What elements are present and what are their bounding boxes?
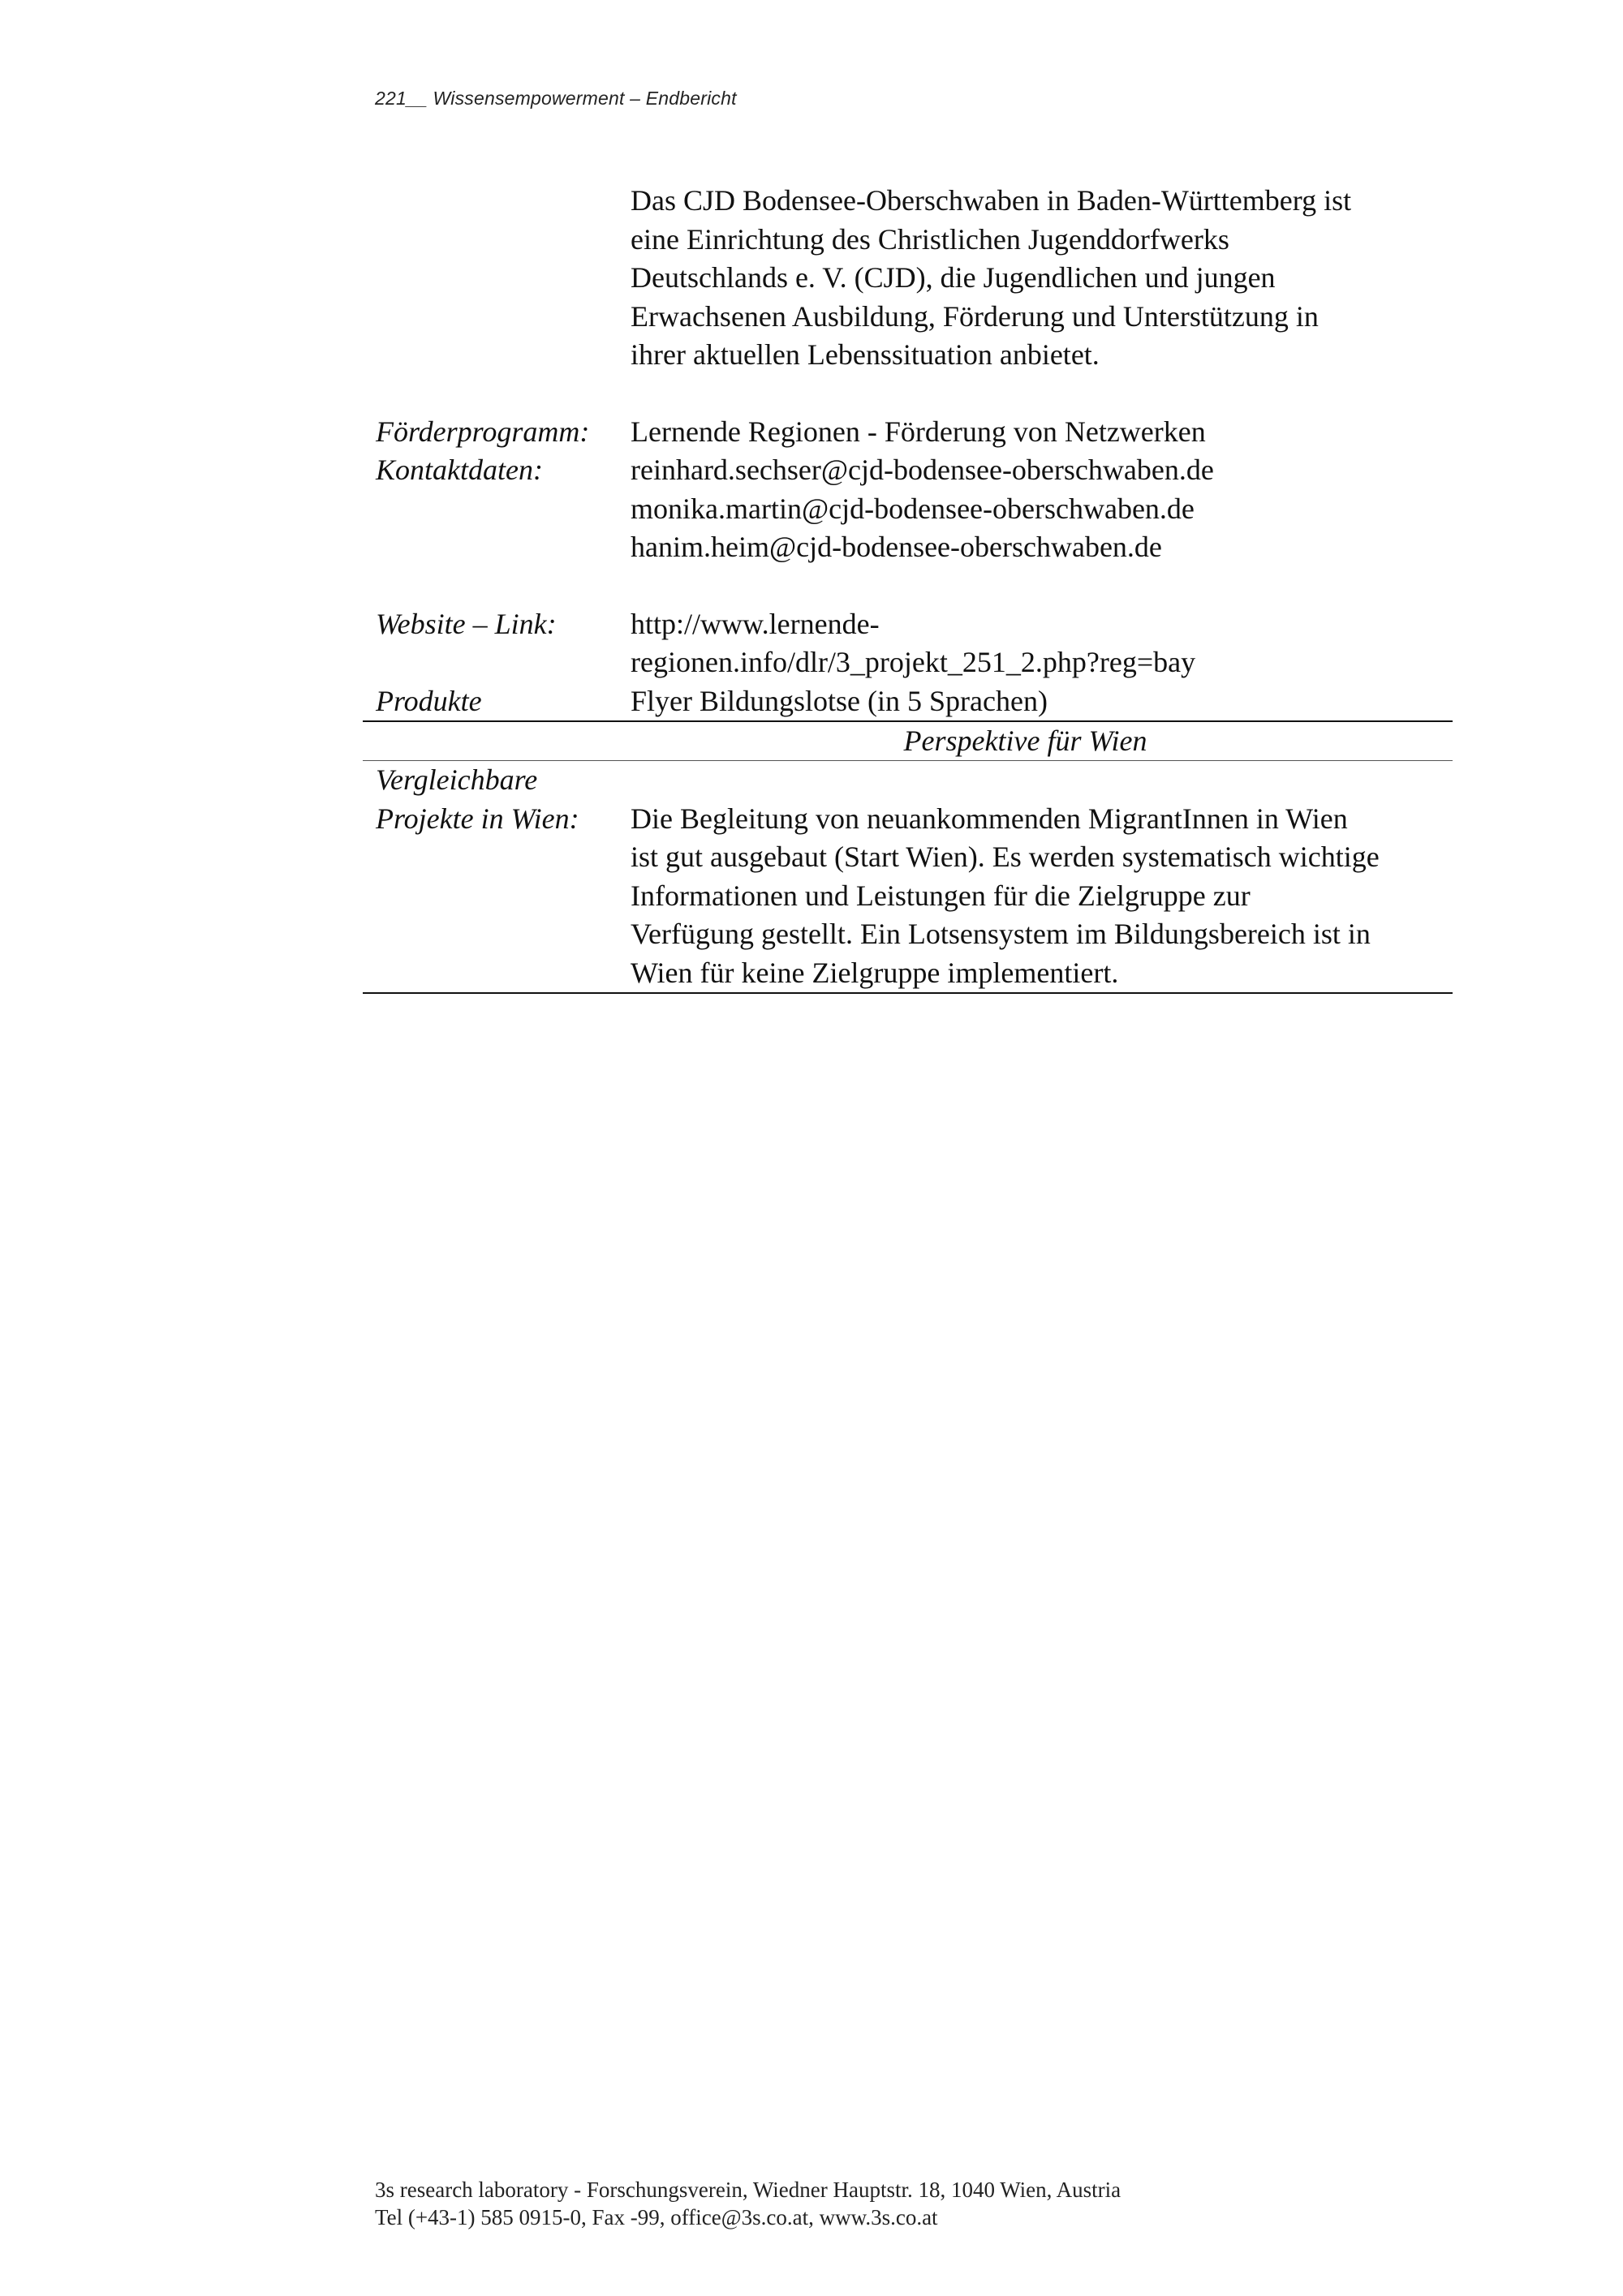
foerderprogramm-text: Lernende Regionen - Förderung von Netzwerken bbox=[631, 415, 1206, 448]
spacer bbox=[363, 375, 1453, 413]
intro-description bbox=[631, 182, 1453, 375]
produkte-text: Flyer Bildungslotse (in 5 Sprachen) bbox=[631, 684, 1048, 717]
vergleich-text bbox=[631, 761, 1453, 992]
website-link-line[interactable]: regionen.info/dlr/3_projekt_251_2.php?reg=bay bbox=[631, 646, 1196, 678]
foerderprogramm-label: Förderprogramm: bbox=[376, 415, 590, 448]
kontakt-row bbox=[363, 451, 1453, 567]
spacer bbox=[363, 567, 1453, 605]
kontakt-emails bbox=[631, 451, 1453, 567]
intro-line: eine Einrichtung des Christlichen Jugenddorfwerks bbox=[631, 222, 1229, 256]
website-link-line[interactable]: http://www.lernende- bbox=[631, 607, 880, 640]
vergleich-line: ist gut ausgebaut (Start Wien). Es werden systematisch wichtige bbox=[631, 841, 1380, 873]
intro-line: Das CJD Bodensee-Oberschwaben in Baden-Württemberg ist bbox=[631, 184, 1352, 217]
email-link[interactable]: reinhard.sechser@cjd-bodensee-oberschwaben.de bbox=[631, 454, 1214, 486]
website-label: Website – Link: bbox=[376, 607, 557, 640]
foerderprogramm-row bbox=[363, 413, 1453, 452]
produkte-value bbox=[631, 682, 1453, 721]
perspektive-heading: Perspektive für Wien bbox=[903, 724, 1147, 757]
table-rule-bottom bbox=[363, 992, 1453, 994]
website-row bbox=[363, 605, 1453, 682]
produkte-label: Produkte bbox=[376, 684, 482, 717]
footer-address: 3s research laboratory - Forschungsverein, Wiedner Hauptstr. 18, 1040 Wien, Austria bbox=[375, 2178, 1121, 2202]
page-footer bbox=[375, 2176, 1121, 2231]
website-link[interactable] bbox=[631, 605, 1453, 682]
vergleich-label bbox=[363, 761, 631, 838]
project-table bbox=[363, 182, 1453, 994]
vergleich-line: Verfügung gestellt. Ein Lotsensystem im Bildungsbereich ist in bbox=[631, 918, 1371, 950]
vergleich-row bbox=[363, 761, 1453, 992]
intro-line: Deutschlands e. V. (CJD), die Jugendlichen und jungen bbox=[631, 261, 1276, 294]
kontakt-label: Kontaktdaten: bbox=[376, 454, 543, 486]
foerderprogramm-value bbox=[631, 413, 1453, 452]
vergleich-line: Die Begleitung von neuankommenden MigrantInnen in Wien bbox=[631, 802, 1348, 835]
intro-line: Erwachsenen Ausbildung, Förderung und Unterstützung in bbox=[631, 299, 1319, 333]
running-header: 221__ Wissensempowerment – Endbericht bbox=[375, 88, 737, 109]
email-link[interactable]: hanim.heim@cjd-bodensee-oberschwaben.de bbox=[631, 531, 1162, 563]
email-link[interactable]: monika.martin@cjd-bodensee-oberschwaben.de bbox=[631, 492, 1195, 525]
vergleich-spacer-line bbox=[631, 761, 1453, 800]
vergleich-line: Wien für keine Zielgruppe implementiert. bbox=[631, 956, 1119, 989]
vergleich-label-line: Vergleichbare bbox=[376, 763, 538, 796]
produkte-row bbox=[363, 682, 1453, 721]
vergleich-line: Informationen und Leistungen für die Zielgruppe zur bbox=[631, 879, 1251, 912]
intro-row bbox=[363, 182, 1453, 375]
vergleich-label-line: Projekte in Wien: bbox=[376, 802, 579, 835]
footer-contact: Tel (+43-1) 585 0915-0, Fax -99, office@3s.co.at, www.3s.co.at bbox=[375, 2205, 938, 2229]
intro-line: ihrer aktuellen Lebenssituation anbietet. bbox=[631, 338, 1100, 371]
